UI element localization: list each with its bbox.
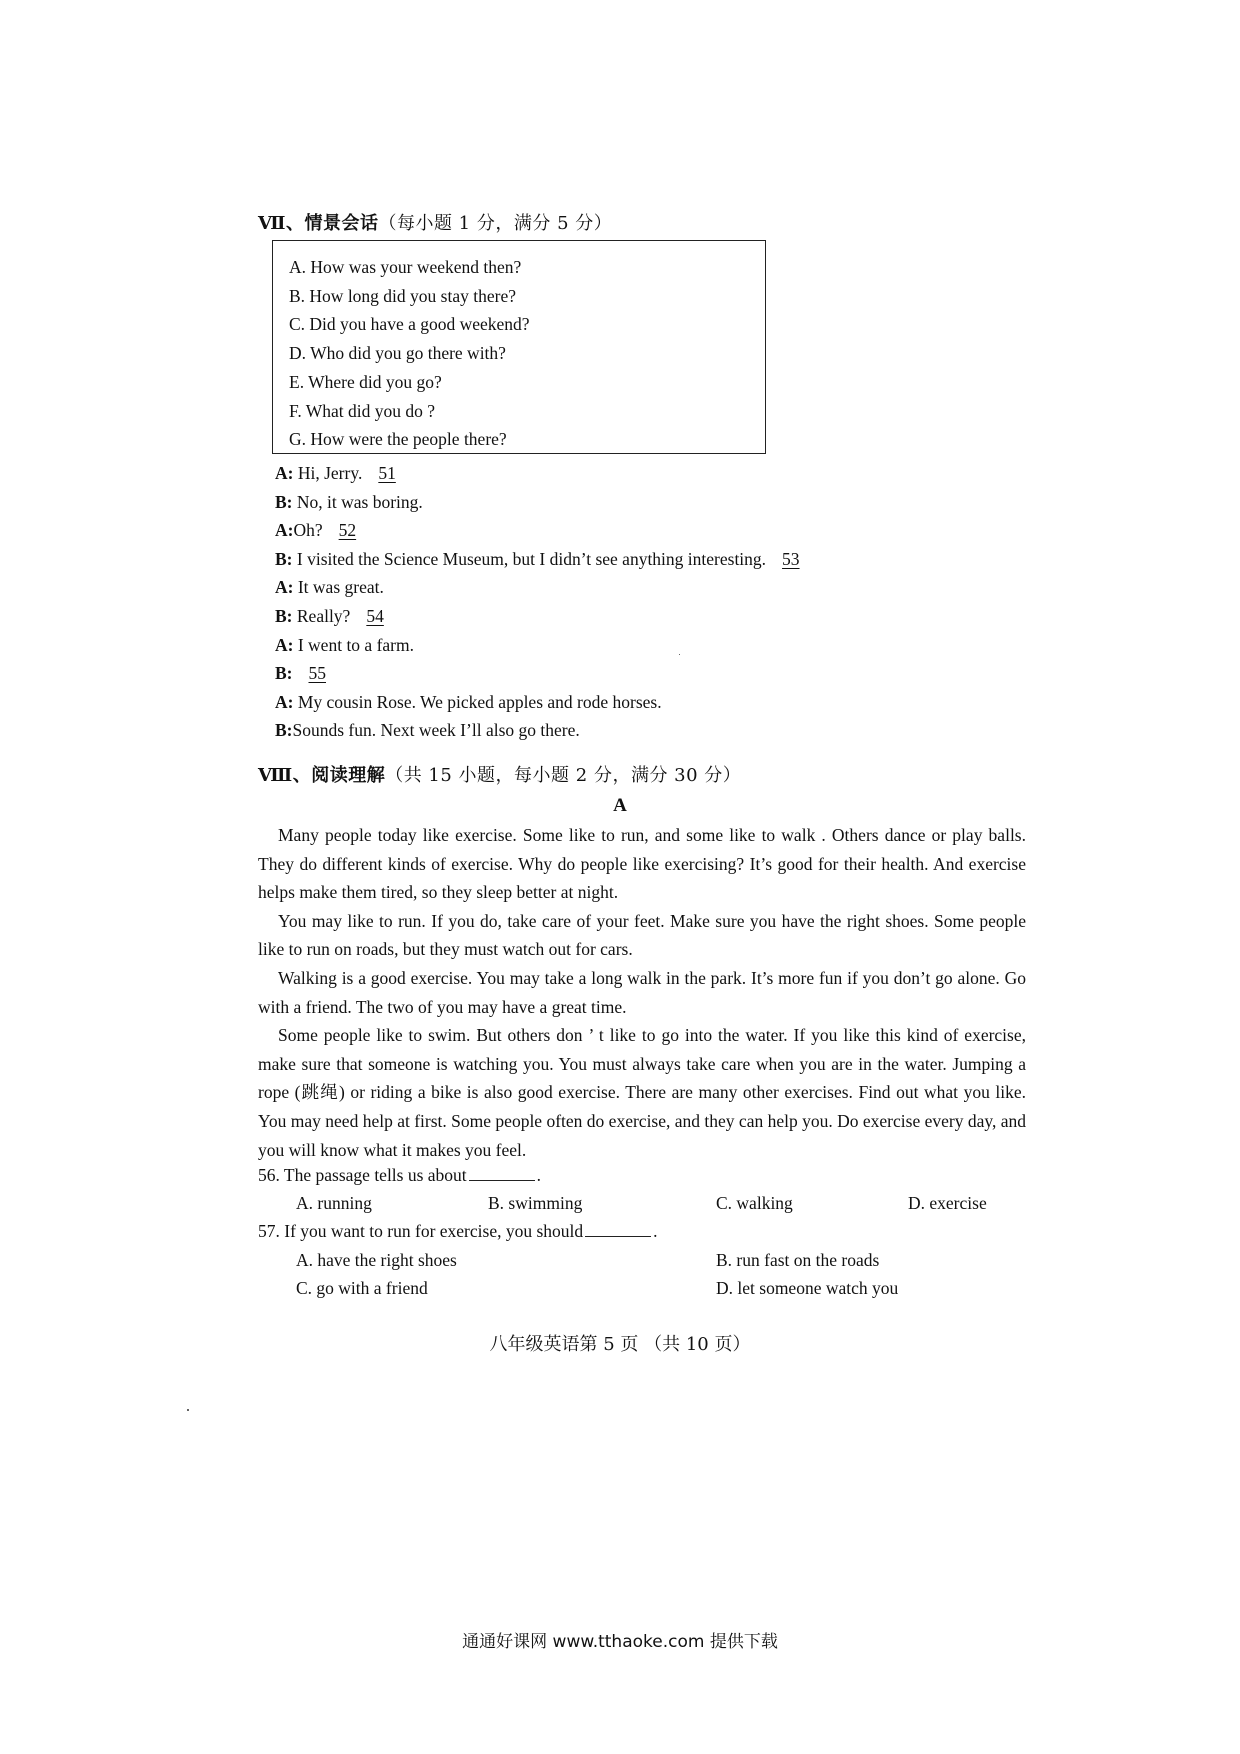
q57-choice-d: D. let someone watch you — [716, 1278, 899, 1298]
section-7-heading — [258, 209, 612, 235]
question-56 — [258, 1165, 541, 1186]
section-8-title: Ⅷ、阅读理解 — [258, 765, 386, 786]
fill-blank — [469, 1166, 535, 1181]
scan-speck — [679, 654, 680, 655]
dialogue-text: Sounds fun. Next week I’ll also go there. — [292, 720, 580, 741]
speaker-label: A: — [275, 691, 294, 712]
section-7-marks: （每小题 1 分，满分 5 分） — [378, 213, 613, 234]
dialogue-line — [275, 459, 1075, 488]
download-credit: 通通好课网 www.tthaoke.com 提供下载 — [462, 1632, 778, 1652]
dialogue-line — [275, 488, 1075, 517]
question-stem: 56. The passage tells us about — [258, 1165, 467, 1185]
section-7-title: Ⅶ、情景会话 — [258, 213, 379, 234]
answer-blank: 55 — [308, 663, 326, 684]
dialogue-line — [275, 545, 1075, 574]
dialogue-text: My cousin Rose. We picked apples and rode horses. — [293, 691, 662, 712]
option-f: F. What did you do ? — [289, 400, 436, 421]
dialogue-line — [275, 573, 1075, 602]
speaker-label: A: — [275, 634, 294, 655]
fill-blank — [585, 1222, 651, 1237]
passage-paragraph: Walking is a good exercise. You may take a long walk in the park. It’s more fun if you don’t go alone. Go with a friend. The two of you may have a great time. — [258, 967, 1026, 1017]
answer-blank: 52 — [338, 520, 357, 541]
question-57 — [258, 1221, 658, 1242]
speaker-label: B: — [275, 605, 293, 626]
option-g: G. How were the people there? — [289, 429, 507, 450]
speaker-label: A: — [275, 463, 294, 483]
dialogue-text: Really? — [292, 605, 351, 626]
passage-title: A — [613, 795, 627, 816]
dialogue-line — [275, 631, 1075, 660]
speaker-label: B: — [275, 663, 293, 684]
dialogue-line — [275, 516, 1075, 545]
page-number-label: 八年级英语第 5 页 （共 10 页） — [489, 1334, 751, 1355]
q56-choice-a: A. running — [296, 1193, 372, 1213]
question-stem: 57. If you want to run for exercise, you should — [258, 1221, 584, 1241]
answer-blank: 53 — [782, 548, 800, 569]
option-e: E. Where did you go? — [289, 371, 442, 392]
q56-choice-d: D. exercise — [908, 1193, 987, 1213]
reading-passage — [258, 821, 1026, 1164]
question-stem-end: . — [536, 1165, 542, 1185]
dialogue-text: Oh? — [293, 520, 323, 541]
dialogue-text: It was great. — [293, 577, 384, 598]
answer-blank: 51 — [378, 463, 396, 483]
answer-blank: 54 — [366, 605, 384, 626]
dialogue-line — [275, 659, 1075, 688]
dialogue-line — [275, 716, 1075, 745]
scan-speck — [187, 1409, 189, 1411]
q56-choice-c: C. walking — [716, 1193, 793, 1213]
speaker-label: B: — [275, 491, 293, 512]
q57-choice-b: B. run fast on the roads — [716, 1250, 880, 1270]
speaker-label: A: — [275, 577, 294, 598]
q56-choice-b: B. swimming — [488, 1193, 583, 1213]
dialogue-text: Hi, Jerry. — [293, 463, 363, 483]
passage-paragraph: You may like to run. If you do, take care of your feet. Make sure you have the right shoes. Some people like to run on roads, but they must watch out for cars. — [258, 910, 1026, 960]
section-8-heading — [258, 761, 741, 787]
speaker-label: B: — [275, 720, 293, 741]
option-c: C. Did you have a good weekend? — [289, 314, 530, 335]
q57-choice-a: A. have the right shoes — [296, 1250, 457, 1270]
speaker-label: A: — [275, 520, 294, 541]
dialogue-text: I went to a farm. — [293, 634, 414, 655]
q57-choice-c: C. go with a friend — [296, 1278, 428, 1298]
dialogue-line — [275, 602, 1075, 631]
question-stem-end: . — [653, 1221, 658, 1241]
passage-paragraph: Many people today like exercise. Some like to run, and some like to walk . Others dance or play balls. They do different kinds of exercise. Why do people like exercising? It’s good for their health. And exercise helps make them tired, so they sleep better at night. — [258, 825, 1026, 903]
answer-options-box — [272, 240, 766, 454]
option-a: A. How was your weekend then? — [289, 257, 522, 277]
option-d: D. Who did you go there with? — [289, 343, 506, 364]
speaker-label: B: — [275, 548, 293, 569]
dialogue-text: I visited the Science Museum, but I didn’t see anything interesting. — [292, 548, 767, 569]
passage-paragraph: Some people like to swim. But others don ’ t like to go into the water. If you like this kind of exercise, make sure that someone is watching you. You must always take care when you are in the water. Jumping a rope (跳绳) or riding a bike is also good exercise. There are many other exercises. Find out what you like. You may need help at first. Some people often do exercise, and they can help you. Do exercise every day, and you will know what it makes you feel. — [258, 1025, 1026, 1160]
dialogue-line — [275, 688, 1075, 717]
dialogue-text: No, it was boring. — [292, 491, 423, 512]
dialogue — [275, 459, 1075, 745]
section-8-marks: （共 15 小题，每小题 2 分，满分 30 分） — [385, 765, 742, 786]
option-b: B. How long did you stay there? — [289, 285, 516, 306]
